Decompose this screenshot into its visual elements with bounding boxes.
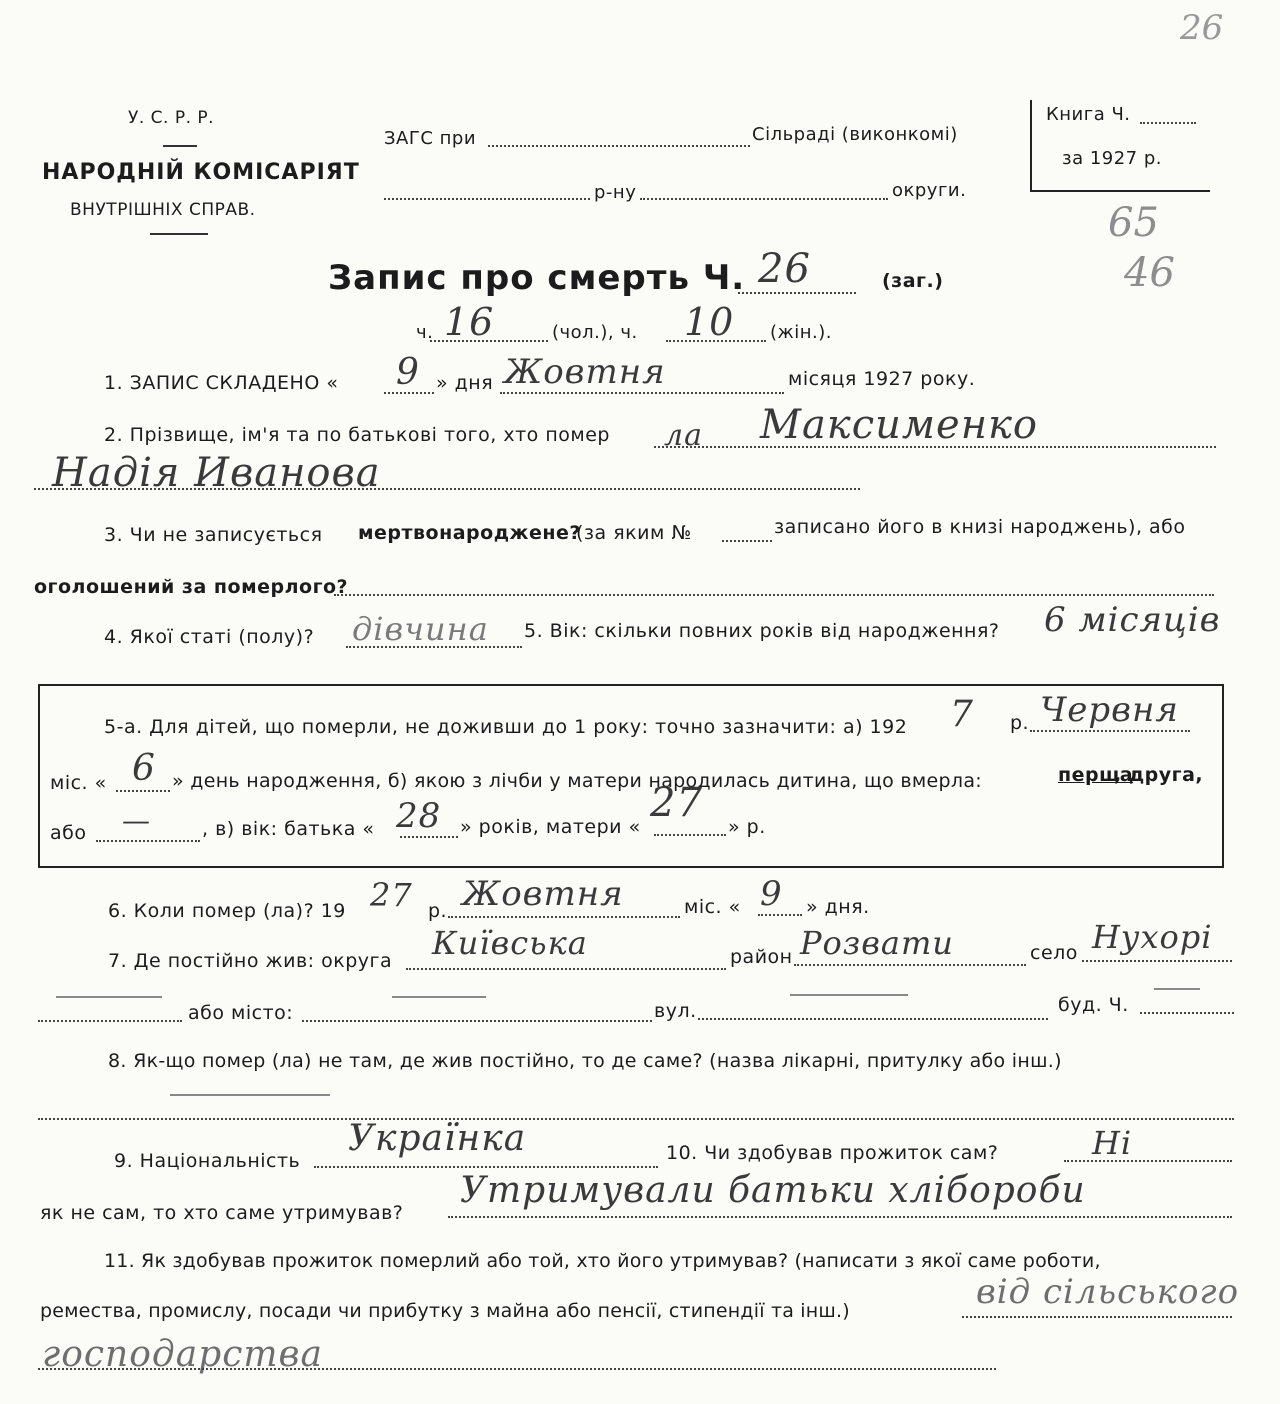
f7-bud-label: буд. Ч. [1058,994,1129,1016]
f9-label: 9. Національність [114,1150,301,1172]
f11-line2: ремества, промислу, посади чи прибутку з майна або пенсії, стипендії та інш.) [40,1300,850,1322]
f1-mid: » дня [436,372,494,394]
f5a-mid: » років, матери « [460,816,641,838]
male-prefix: ч. [416,322,434,343]
f8-strike [170,1094,330,1096]
f5a-year-digit: 7 [950,694,974,735]
f7-selo-value: Нухорі [1092,918,1213,956]
f5a-r: р. [1010,712,1030,734]
record-title: Запис про смерть Ч. [328,258,746,298]
f7-selo-label: село [1030,942,1078,964]
f8-label: 8. Як-що помер (ла) не там, де жив постійно, то де саме? (назва лікарні, притулку або інш.) [108,1050,1062,1072]
f1-day-value: 9 [396,352,420,393]
okrug-label: округи. [892,180,967,201]
f9-field[interactable] [314,1166,658,1168]
f10-value: Ні [1092,1124,1133,1162]
f6-end: » дня. [806,896,870,918]
female-label: (жін.). [770,322,832,343]
f10-label: 10. Чи здобував прожиток сам? [666,1142,999,1164]
f7-strike-2 [392,996,486,998]
f2-suffix: ла [664,418,703,453]
f3-line1b: (за яким № [576,522,692,544]
f6-year-value: 27 [370,876,413,914]
f5a-first: перша [1058,764,1134,786]
f10-q2: як не сам, то хто саме утримував? [40,1202,404,1224]
f7-misto-pre-field[interactable] [38,1020,182,1022]
f1-label: 1. ЗАПИС СКЛАДЕНО « [104,372,339,394]
f7-raion-label: район [730,946,793,968]
f3-number-field[interactable] [722,540,772,542]
f5a-dash: — [122,804,151,837]
pencil-mark-bottom: 46 [1124,250,1175,296]
f3-declared-field[interactable] [334,594,1214,596]
f6-month-field[interactable] [448,916,680,918]
f4-value: дівчина [352,610,489,648]
ussr-label: У. С. Р. Р. [128,108,215,128]
f7-strike-4 [1154,988,1200,990]
f2-surname-value: Максименко [760,402,1039,448]
f5a-line1: 5-а. Для дітей, що померли, не доживши до 1 року: точно зазначити: а) 192 [104,716,908,738]
f5a-month-value: Червня [1040,690,1179,730]
header-divider [163,145,197,147]
total-label: (заг.) [882,270,944,292]
f7-vul-label: вул. [654,1000,697,1022]
f5a-month-field[interactable] [1030,730,1190,732]
f11-value-1: від сільського [976,1272,1240,1312]
f5a-line2: » день народження, б) якою з лічби у матери народилась дитина, що вмерла: [172,770,982,792]
f7-misto-field[interactable] [302,1020,652,1022]
okrug-field[interactable] [640,198,888,200]
f5a-day-value: 6 [132,748,156,789]
f6-r: р. [428,900,448,922]
f5a-end: » р. [728,816,766,838]
f7-vul-field[interactable] [698,1018,1048,1020]
f3-line1: 3. Чи не записується [104,524,323,546]
f11-field-2[interactable] [38,1368,996,1370]
f8-field[interactable] [38,1118,1234,1120]
f7-misto-label: або місто: [188,1002,294,1024]
f7-strike-3 [790,994,908,996]
f6-month-value: Жовтня [462,874,624,914]
f5a-father-value: 28 [396,796,442,836]
f5a-second: , друга, [1114,764,1204,786]
record-number-field[interactable] [738,292,856,294]
f2-label: 2. Прізвище, ім'я та по батькові того, хто помер [104,424,610,446]
f11-value-2: господарства [42,1334,323,1375]
book-number-field[interactable] [1140,122,1196,124]
f3-line1c: записано його в книзі народжень), або [774,516,1186,538]
female-count-value: 10 [684,300,735,344]
f5-label: 5. Вік: скільки повних років від народження? [524,620,1000,642]
f1-tail: місяця 1927 року. [788,368,976,390]
f7-okrug-value: Київська [432,924,588,962]
f7-strike-1 [56,996,162,998]
f5a-abo: або [50,822,87,844]
zags-prefix: ЗАГС при [384,128,477,149]
f7-raion-value: Розвати [800,924,954,962]
department-title: ВНУТРІШНІХ СПРАВ. [70,200,256,220]
f5a-order-field[interactable] [96,840,200,842]
zags-field[interactable] [488,145,750,147]
f6-day-value: 9 [760,874,783,914]
zags-suffix: Сільраді (виконкомі) [752,124,958,145]
f3-stillborn: мертвонароджене? [358,522,581,544]
f7-selo-field[interactable] [1082,960,1232,962]
f1-month-field[interactable] [500,392,784,394]
f7-label: 7. Де постійно жив: округа [108,950,393,972]
f5a-v: , в) вік: батька « [202,818,375,840]
f10-q2-value: Утримували батьки хлібороби [460,1170,1086,1211]
f10-field[interactable] [1064,1160,1232,1162]
f1-month-value: Жовтня [504,352,666,392]
f7-bud-field[interactable] [1140,1012,1234,1014]
male-label: (чол.), ч. [552,322,638,343]
pencil-mark-top: 65 [1108,200,1159,246]
f5-value: 6 місяців [1044,600,1221,640]
district-field[interactable] [384,198,590,200]
header-divider-2 [150,233,208,235]
f10-q2-field[interactable] [448,1216,1232,1218]
f5a-mother-value: 27 [650,780,703,826]
f2-name-value: Надія Иванова [52,450,381,496]
male-count-value: 16 [444,300,495,344]
record-number-value: 26 [758,246,811,292]
f6-day-field[interactable] [758,914,802,916]
f4-label: 4. Якої статі (полу)? [104,626,315,648]
f5a-mother-field[interactable] [654,834,726,836]
f7-raion-field[interactable] [794,964,1026,966]
f11-field-1[interactable] [962,1316,1232,1318]
f11-line1: 11. Як здобував прожиток померлий або той, хто його утримував? (написати з якої саме роботи, [104,1250,1101,1272]
book-year: за 1927 р. [1062,148,1163,169]
book-label: Книга Ч. [1046,104,1131,125]
f3-declared-dead: оголошений за померлого? [34,576,349,598]
f6-label: 6. Коли помер (ла)? 19 [108,900,346,922]
f5a-mis: міс. « [50,772,107,794]
f5a-father-field[interactable] [400,836,458,838]
f9-value: Українка [348,1118,527,1159]
f5a-day-field[interactable] [116,790,170,792]
commissariat-title: НАРОДНІЙ КОМІСАРІЯТ [42,160,360,185]
district-label: р-ну [594,182,637,203]
f6-mis: міс. « [684,896,741,918]
page-number-mark: 26 [1180,8,1224,48]
f7-okrug-field[interactable] [406,968,726,970]
f2-name-field[interactable] [34,488,860,490]
